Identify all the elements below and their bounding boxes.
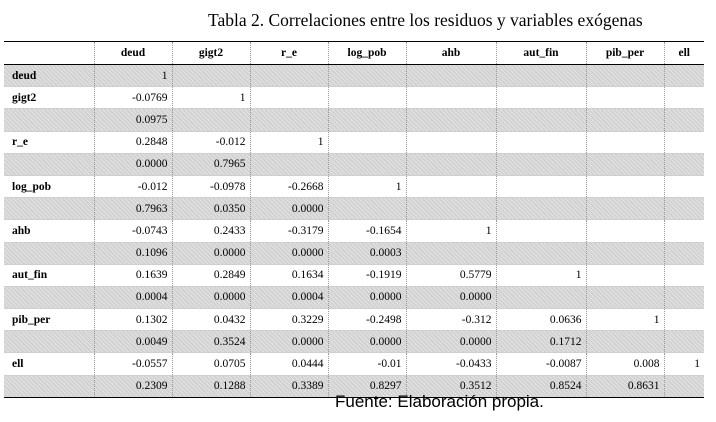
table-row: [4, 309, 704, 331]
header-row: [4, 42, 704, 65]
table-cell: [664, 198, 704, 220]
table-cell: 0.0000: [172, 286, 250, 308]
table-cell: [586, 131, 664, 153]
table-cell: [172, 65, 250, 87]
table-cell: 0.8524: [496, 375, 586, 397]
row-label: r_e: [4, 131, 94, 153]
table-cell: -0.0433: [406, 353, 496, 375]
column-header: ahb: [406, 42, 496, 65]
table-cell: 0.3524: [172, 331, 250, 353]
table-cell: [496, 175, 586, 197]
table-cell: [406, 198, 496, 220]
table-row: [4, 131, 704, 153]
table-cell: [496, 65, 586, 87]
row-label: [4, 331, 94, 353]
table-cell: [328, 65, 406, 87]
table-cell: 1: [250, 131, 328, 153]
table-cell: [664, 153, 704, 175]
row-label: pib_per: [4, 309, 94, 331]
table-cell: [664, 309, 704, 331]
table-cell: 0.0444: [250, 353, 328, 375]
table-cell: [586, 87, 664, 109]
table-cell: 0.0003: [328, 242, 406, 264]
table-cell: 0.1096: [94, 242, 172, 264]
table-cell: [664, 131, 704, 153]
table-cell: 0.0049: [94, 331, 172, 353]
column-header: deud: [94, 42, 172, 65]
table-cell: 0.0975: [94, 109, 172, 131]
table-cell: 0.3229: [250, 309, 328, 331]
table-cell: 1: [172, 87, 250, 109]
table-cell: -0.312: [406, 309, 496, 331]
table-cell: 0.008: [586, 353, 664, 375]
table-title: Tabla 2. Correlaciones entre los residuos y variables exógenas: [208, 10, 643, 30]
table-cell: [406, 175, 496, 197]
row-label: [4, 242, 94, 264]
column-header: pib_per: [586, 42, 664, 65]
table-cell: -0.1654: [328, 220, 406, 242]
table-cell: [250, 65, 328, 87]
table-cell: 0.0432: [172, 309, 250, 331]
table-cell: [664, 175, 704, 197]
table-cell: 0.2433: [172, 220, 250, 242]
table-cell: [406, 87, 496, 109]
table-cell: 0.1634: [250, 264, 328, 286]
table-cell: 0.0004: [94, 286, 172, 308]
table-cell: [586, 175, 664, 197]
row-label: deud: [4, 65, 94, 87]
table-cell: [250, 109, 328, 131]
table-cell: [586, 242, 664, 264]
table-cell: [406, 109, 496, 131]
table-cell: 0.0350: [172, 198, 250, 220]
table-row: [4, 153, 704, 175]
table-cell: 1: [586, 309, 664, 331]
table-cell: -0.0087: [496, 353, 586, 375]
table-cell: 1: [496, 264, 586, 286]
table-cell: 0.0000: [250, 242, 328, 264]
table-cell: -0.2498: [328, 309, 406, 331]
table-cell: [172, 109, 250, 131]
table-cell: -0.2668: [250, 175, 328, 197]
table-cell: [496, 198, 586, 220]
table-cell: [586, 153, 664, 175]
table-cell: 0.0705: [172, 353, 250, 375]
table-row: [4, 220, 704, 242]
table-cell: -0.012: [94, 175, 172, 197]
table-row: [4, 264, 704, 286]
table-cell: [586, 264, 664, 286]
table-cell: [664, 109, 704, 131]
table-cell: 0.5779: [406, 264, 496, 286]
row-label: ahb: [4, 220, 94, 242]
table-cell: [328, 153, 406, 175]
column-header: gigt2: [172, 42, 250, 65]
table-cell: [328, 198, 406, 220]
table-cell: 1: [328, 175, 406, 197]
table-cell: 0.2849: [172, 264, 250, 286]
table-cell: [250, 153, 328, 175]
table-cell: [496, 242, 586, 264]
row-label: ell: [4, 353, 94, 375]
table-cell: 0.0000: [328, 286, 406, 308]
table-cell: [586, 286, 664, 308]
table-row: [4, 353, 704, 375]
table-cell: [586, 65, 664, 87]
table-cell: [664, 375, 704, 397]
table-cell: 0.8631: [586, 375, 664, 397]
table-cell: [250, 87, 328, 109]
table-cell: -0.0743: [94, 220, 172, 242]
source-note: Fuente: Elaboración propia.: [335, 392, 544, 411]
table-cell: 0.0000: [406, 286, 496, 308]
table-row: [4, 198, 704, 220]
table-cell: 0.0636: [496, 309, 586, 331]
table-cell: [664, 220, 704, 242]
table-cell: [664, 286, 704, 308]
table-cell: [406, 153, 496, 175]
table-cell: 0.8297: [328, 375, 406, 397]
table-cell: 0.0000: [406, 331, 496, 353]
table-row: [4, 175, 704, 197]
table-cell: -0.1919: [328, 264, 406, 286]
table-cell: [496, 220, 586, 242]
table-cell: 0.3512: [406, 375, 496, 397]
table-cell: 0.0000: [250, 198, 328, 220]
table-cell: 0.1712: [496, 331, 586, 353]
table-cell: [406, 65, 496, 87]
row-label: [4, 286, 94, 308]
table-cell: [406, 131, 496, 153]
row-label: [4, 198, 94, 220]
table-cell: 0.1639: [94, 264, 172, 286]
table-cell: [664, 331, 704, 353]
column-header: log_pob: [328, 42, 406, 65]
table-cell: 1: [406, 220, 496, 242]
correlation-table: [4, 41, 704, 398]
table-cell: 0.1288: [172, 375, 250, 397]
table-cell: 0.7965: [172, 153, 250, 175]
table-cell: 0.0000: [328, 331, 406, 353]
table-cell: [328, 131, 406, 153]
row-label: gigt2: [4, 87, 94, 109]
table-cell: -0.3179: [250, 220, 328, 242]
row-label: [4, 375, 94, 397]
table-cell: 0.3389: [250, 375, 328, 397]
column-header: aut_fin: [496, 42, 586, 65]
table-cell: [586, 331, 664, 353]
table-cell: [496, 153, 586, 175]
table-cell: [406, 242, 496, 264]
table-cell: 0.0000: [172, 242, 250, 264]
table-cell: 0.1302: [94, 309, 172, 331]
column-header: r_e: [250, 42, 328, 65]
column-header: ell: [664, 42, 704, 65]
table-cell: [586, 220, 664, 242]
table-cell: 1: [94, 65, 172, 87]
row-label: log_pob: [4, 175, 94, 197]
table-cell: -0.0978: [172, 175, 250, 197]
table-cell: -0.0769: [94, 87, 172, 109]
table-cell: [496, 131, 586, 153]
row-label: [4, 109, 94, 131]
table-cell: -0.01: [328, 353, 406, 375]
table-row: [4, 286, 704, 308]
table-cell: 0.0004: [250, 286, 328, 308]
table-cell: 0.0000: [94, 153, 172, 175]
table-cell: [586, 198, 664, 220]
table-cell: [328, 109, 406, 131]
table-cell: [496, 109, 586, 131]
table-cell: 0.2309: [94, 375, 172, 397]
table-row: [4, 87, 704, 109]
table-row: [4, 331, 704, 353]
corner-header: [4, 42, 94, 65]
table-cell: [586, 109, 664, 131]
row-label: aut_fin: [4, 264, 94, 286]
table-cell: [328, 87, 406, 109]
table-cell: -0.0557: [94, 353, 172, 375]
table-row: [4, 242, 704, 264]
table-cell: [496, 87, 586, 109]
table-row: [4, 109, 704, 131]
table-cell: 1: [664, 353, 704, 375]
table-cell: -0.012: [172, 131, 250, 153]
table-row: [4, 65, 704, 87]
table-cell: 0.2848: [94, 131, 172, 153]
table-cell: [664, 65, 704, 87]
table-cell: 0.7963: [94, 198, 172, 220]
table-cell: [664, 87, 704, 109]
table-cell: [664, 242, 704, 264]
table-cell: 0.0000: [250, 331, 328, 353]
table-cell: [664, 264, 704, 286]
row-label: [4, 153, 94, 175]
table-cell: [496, 286, 586, 308]
